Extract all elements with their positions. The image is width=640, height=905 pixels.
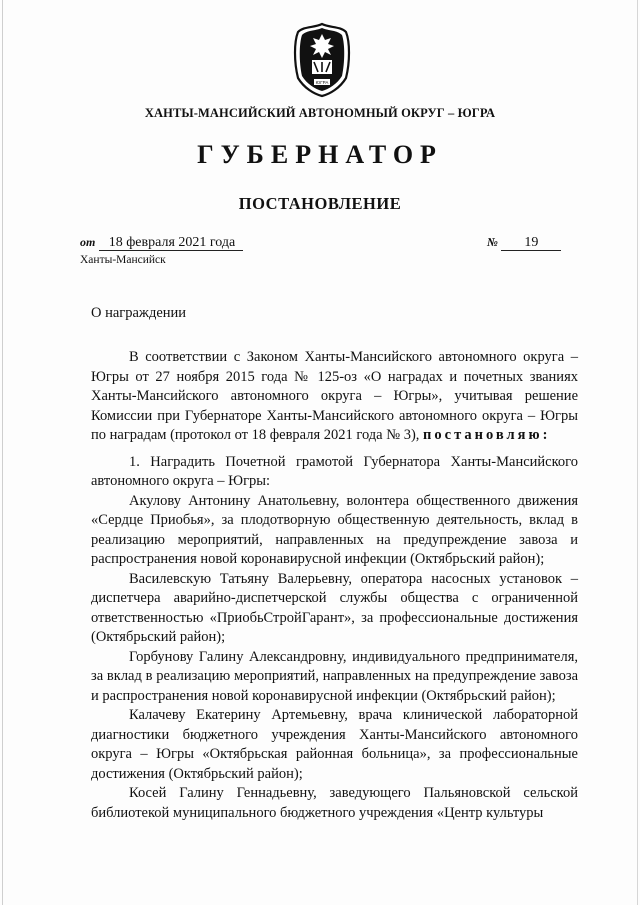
decree-body: [91, 348, 578, 823]
number-prefix: №: [487, 235, 498, 249]
governor-heading: ГУБЕРНАТОР: [197, 140, 443, 169]
decree-number: 19: [501, 235, 561, 251]
decree-date: 18 февраля 2021 года: [99, 235, 244, 251]
awardee-paragraph: Василевскую Татьяну Валерьевну, оператора насосных установок – диспетчера аварийно-диспетчерской службы общества с ограниченной ответственностью «ПриобьСтройГарант», за профессиональные достижения (Октябрьский район);: [91, 570, 578, 645]
item-1-paragraph: 1. Наградить Почетной грамотой Губернатора Ханты-Мансийского автономного округа – Югры:: [91, 453, 578, 489]
decree-date-line: [80, 234, 243, 251]
awardee-paragraph: Акулову Антонину Анатольевну, волонтера общественного движения «Сердце Приобья», за плодотворную общественную деятельность, вклад в реализацию мероприятий, направленных на предупреждение завоза и распространения новой коронавирусной инфекции (Октябрьский район);: [91, 492, 578, 567]
date-prefix: от: [80, 235, 96, 249]
awardee-paragraph: Горбунову Галину Александровну, индивидуального предпринимателя, за вклад в реализацию мероприятий, направленных на предупреждение завоза и распространения новой коронавирусной инфекции (Октябрьский район);: [91, 648, 578, 704]
region-name: ХАНТЫ-МАНСИЙСКИЙ АВТОНОМНЫЙ ОКРУГ – ЮГРА: [144, 106, 496, 120]
scan-edge-left: [2, 0, 3, 905]
decree-number-line: [487, 234, 561, 251]
coat-of-arms-emblem: [290, 22, 354, 98]
awardee-paragraph: Калачеву Екатерину Артемьевну, врача клинической лабораторной диагностики бюджетного учреждения Ханты-Мансийского автономного округа – Югры «Октябрьская районная больница», за профессиональные достижения (Октябрьский район);: [91, 707, 578, 782]
city-name: Ханты-Мансийск: [80, 254, 166, 266]
scan-edge-right: [637, 0, 638, 905]
resolve-word: постановляю:: [423, 427, 551, 443]
awardee-paragraph: Косей Галину Геннадьевну, заведующего Пальяновской сельской библиотекой муниципального бюджетного учреждения «Центр культуры: [91, 785, 578, 821]
decree-type-heading: ПОСТАНОВЛЕНИЕ: [238, 194, 402, 213]
intro-paragraph: [91, 348, 578, 446]
emblem-label: ЮГРА: [315, 80, 329, 85]
intro-text: В соответствии с Законом Ханты-Мансийского автономного округа – Югры от 27 ноября 2015 года № 125-оз «О наградах и почетных званиях Ханты-Мансийского автономного округа – Югры», учитывая решение Комиссии при Губернаторе Ханты-Мансийского автономного округа – Югры по наградам (протокол от 18 февраля 2021 года № 3),: [91, 349, 578, 443]
decree-subject: О награждении: [91, 305, 187, 321]
